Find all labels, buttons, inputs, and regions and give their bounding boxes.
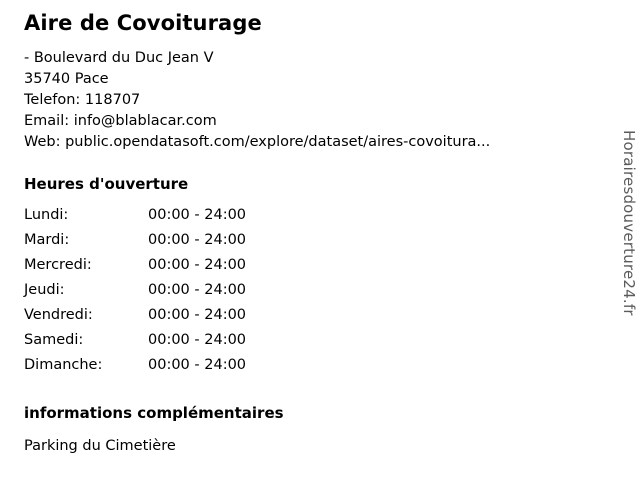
additional-info-heading: informations complémentaires bbox=[24, 404, 284, 422]
table-row bbox=[24, 232, 246, 257]
hours-time: 00:00 - 24:00 bbox=[148, 207, 247, 223]
hours-day: Vendredi: bbox=[24, 307, 93, 323]
hours-day: Samedi: bbox=[24, 332, 84, 348]
content-column bbox=[24, 10, 594, 456]
address-city: 35740 Pace bbox=[24, 71, 109, 87]
table-row bbox=[24, 207, 246, 232]
hours-day: Mercredi: bbox=[24, 257, 92, 273]
hours-time: 00:00 - 24:00 bbox=[148, 232, 247, 248]
address-street: - Boulevard du Duc Jean V bbox=[24, 50, 214, 66]
hours-day: Jeudi: bbox=[24, 282, 65, 298]
additional-info-text: Parking du Cimetière bbox=[24, 438, 176, 454]
hours-time: 00:00 - 24:00 bbox=[148, 307, 247, 323]
hours-time: 00:00 - 24:00 bbox=[148, 282, 247, 298]
address-web: Web: public.opendatasoft.com/explore/dataset/aires-covoitura... bbox=[24, 134, 491, 150]
table-row bbox=[24, 307, 246, 332]
table-row bbox=[24, 357, 246, 382]
page-title: Aire de Covoiturage bbox=[24, 11, 262, 35]
table-row bbox=[24, 282, 246, 307]
opening-hours-heading: Heures d'ouverture bbox=[24, 175, 189, 193]
table-row bbox=[24, 332, 246, 357]
address-phone: Telefon: 118707 bbox=[24, 92, 141, 108]
address-email: Email: info@blablacar.com bbox=[24, 113, 217, 129]
table-row bbox=[24, 257, 246, 282]
hours-time: 00:00 - 24:00 bbox=[148, 257, 247, 273]
opening-hours-table bbox=[24, 207, 246, 382]
hours-day: Mardi: bbox=[24, 232, 70, 248]
hours-day: Dimanche: bbox=[24, 357, 103, 373]
hours-time: 00:00 - 24:00 bbox=[148, 332, 247, 348]
hours-day: Lundi: bbox=[24, 207, 69, 223]
site-watermark: Horairesdouverture24.fr bbox=[620, 130, 638, 316]
hours-time: 00:00 - 24:00 bbox=[148, 357, 247, 373]
